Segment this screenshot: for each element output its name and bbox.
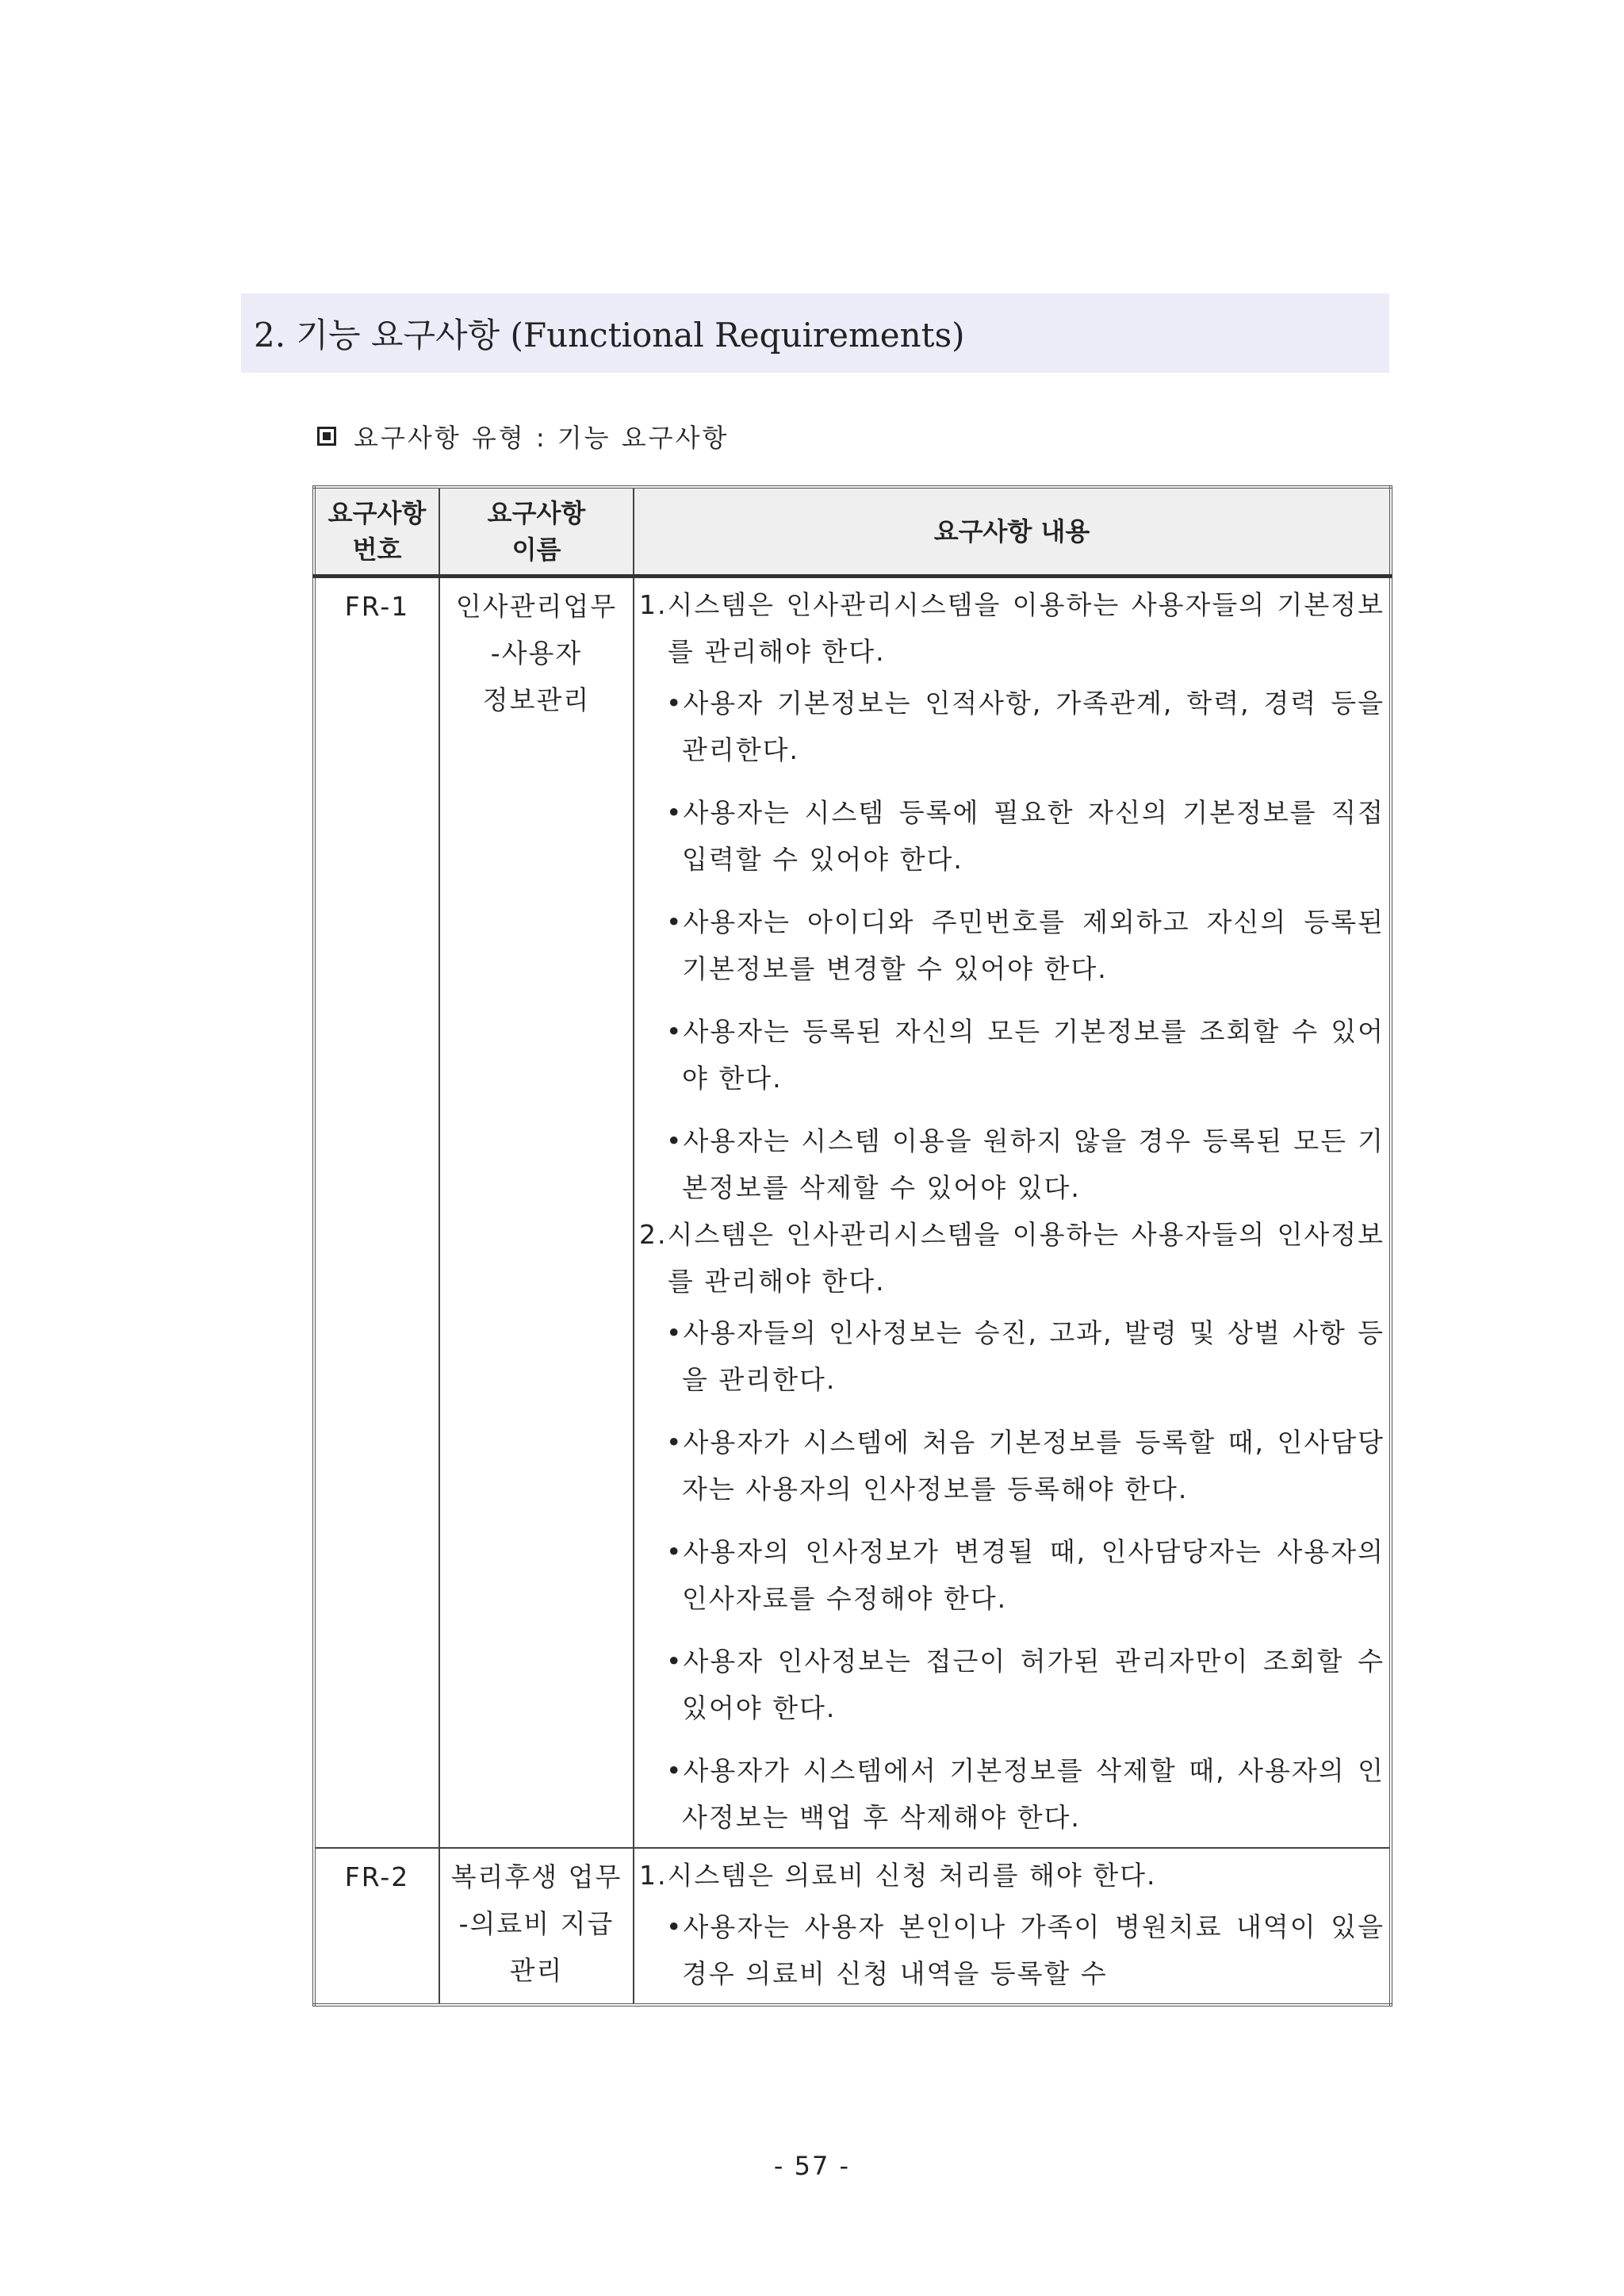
requirement-id-cell: FR-2 [314,1848,439,2005]
requirement-id-cell: FR-1 [314,577,439,1849]
requirement-bullet-item: •사용자는 시스템 등록에 필요한 자신의 기본정보를 직접 입력할 수 있어야 한다. [666,797,1385,875]
requirement-bullet-item: •사용자들의 인사정보는 승진, 고과, 발령 및 상벌 사항 등을 관리한다. [666,1317,1385,1395]
section-title: 2. 기능 요구사항 (Functional Requirements) [254,316,965,355]
requirement-main-item: 1.시스템은 의료비 신청 처리를 해야 한다. [639,1860,1157,1891]
requirement-name-line: 정보관리 [482,684,591,715]
header-name-line-2: 이름 [511,535,561,565]
requirement-name-line: 인사관리업무 [455,591,618,622]
filled-square-icon [317,427,336,446]
header-name [439,487,634,577]
requirements-table [312,485,1392,2007]
table-header-row [314,487,1391,577]
requirement-name-line: -의료비 지급 [458,1908,615,1939]
requirement-bullet-item: •사용자는 사용자 본인이나 가족이 병원치료 내역이 있을 경우 의료비 신청 내역을 등록할 수 [666,1911,1385,1989]
requirement-name-cell [439,577,634,1849]
requirement-bullet-item: •사용자 인사정보는 접근이 허가된 관리자만이 조회할 수 있어야 한다. [666,1646,1385,1723]
requirement-name-cell [439,1848,634,2005]
requirement-bullet-item: •사용자가 시스템에 처음 기본정보를 등록할 때, 인사담당자는 사용자의 인사정보를 등록해야 한다. [666,1427,1385,1504]
requirement-content-cell [634,577,1391,1849]
requirement-bullet-item: •사용자는 시스템 이용을 원하지 않을 경우 등록된 모든 기본정보를 삭제할 수 있어야 있다. [666,1125,1385,1203]
section-header [241,293,1389,373]
table-row [314,577,1391,1849]
requirement-bullet-item: •사용자는 아이디와 주민번호를 제외하고 자신의 등록된 기본정보를 변경할 수 있어야 한다. [666,907,1385,984]
table-row [314,1848,1391,2005]
table-body [314,577,1391,2006]
requirement-bullet-item: •사용자의 인사정보가 변경될 때, 인사담당자는 사용자의 인사자료를 수정해야 한다. [666,1536,1385,1614]
requirement-name-line: -사용자 [490,638,583,669]
header-content: 요구사항 내용 [634,487,1391,577]
requirement-main-item: 2.시스템은 인사관리시스템을 이용하는 사용자들의 인사정보를 관리해야 한다. [639,1219,1385,1297]
header-number-line-1: 요구사항 [327,498,427,528]
requirement-content-cell [634,1848,1391,2005]
header-number-line-2: 번호 [352,535,402,565]
requirement-main-item: 1.시스템은 인사관리시스템을 이용하는 사용자들의 기본정보를 관리해야 한다. [639,589,1385,667]
requirement-type-text: 요구사항 유형 : 기능 요구사항 [354,423,730,453]
requirement-type-line [317,416,729,456]
header-name-line-1: 요구사항 [487,498,586,528]
page-number: - 57 - [773,2151,851,2181]
requirement-bullet-item: •사용자는 등록된 자신의 모든 기본정보를 조회할 수 있어야 한다. [666,1016,1385,1094]
requirement-name-line: 관리 [509,1955,564,1986]
requirement-name-line: 복리후생 업무 [450,1861,622,1892]
requirement-bullet-item: •사용자 기본정보는 인적사항, 가족관계, 학력, 경력 등을 관리한다. [666,688,1385,765]
header-number [314,487,439,577]
requirement-bullet-item: •사용자가 시스템에서 기본정보를 삭제할 때, 사용자의 인사정보는 백업 후 삭제해야 한다. [666,1755,1385,1833]
